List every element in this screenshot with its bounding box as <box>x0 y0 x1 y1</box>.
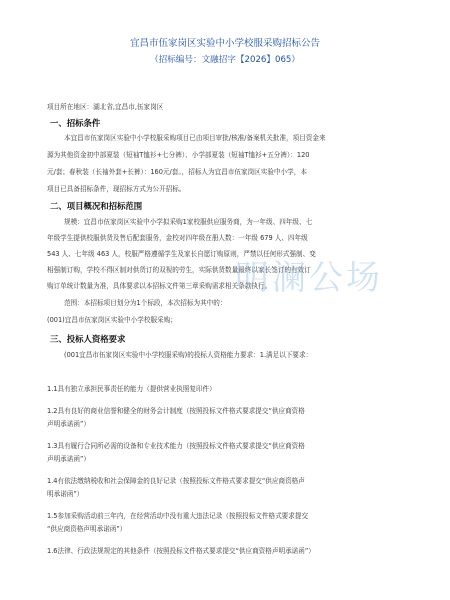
page-title: 宜昌市伍家岗区实验中小学校服采购招标公告 <box>129 38 320 49</box>
section2-line: 规模：宜昌市伍家岗区实验中小学拟采购1家校服供应服务商，为一年级、四年级、七 <box>64 218 313 226</box>
section1-line: 本宜昌市伍家岗区实验中小学校服采购项目已由项目审批/核准/备案机关批准，项目资金来 <box>64 134 326 142</box>
section2-lot: (001)宜昌市伍家岗区实验中小学校服采购； <box>47 316 177 324</box>
section3-heading: 三、投标人资格要求 <box>50 334 126 344</box>
section1-line: 源为其他资金初中部夏装（短袖T恤衫+七分裤）、小学部夏装（短袖T恤衫+五分裤）：120 <box>47 151 310 159</box>
requirement-item: “供应商资格声明承诺函”） <box>47 525 127 533</box>
requirement-item: 1.3具有履行合同所必需的设备和专业技术能力（按照投标文件格式要求提交“供应商资格 <box>47 442 305 450</box>
section1-line: 项目已具备招标条件，现招标方式为公开招标。 <box>47 185 186 193</box>
section1-heading: 一、招标条件 <box>50 118 101 128</box>
section2-line: 购订单统计数量为准，具体要求以本招标文件第三章采购需求相关条款执行。 <box>47 282 272 290</box>
section2-line: 相强制订购，学校不得区制对供货订的双视的劳生，实际供货数量最终以家长签订的有效订 <box>47 266 311 274</box>
requirement-item: 声明承诺函”） <box>47 455 90 463</box>
requirement-item: 声明承诺函”） <box>47 420 90 428</box>
requirement-item: 明承诺函”） <box>47 490 84 498</box>
requirement-item: 1.5参加采购活动前三年内，在经营活动中没有重大违法记录（按照投标文件格式要求提交 <box>47 512 309 520</box>
section2-heading: 二、项目概况和招标范围 <box>50 201 143 211</box>
requirement-item: 1.1具有独立承担民事责任的能力（提供营业执照复印件） <box>47 385 216 393</box>
bid-number: （招标编号：文融招字【2026】065） <box>150 55 300 65</box>
section2-line: 543 人、七年级 463 人，校服严格遵循学生及家长自愿订购原则，严禁以任何形式强制、变 <box>47 250 316 258</box>
requirement-item: 1.6法律、行政法规规定的其他条件（按照投标文件格式要求提交“供应商资格声明承诺函”） <box>47 547 315 555</box>
section2-range: 范围：本招标项目划分为1个标段，本次招标为其中的： <box>64 299 227 307</box>
section1-line: 元/套；春秋装（长袖外套+长裤）：160元/套。，招标人为宜昌市伍家岗区实验中小学，本 <box>47 168 307 176</box>
watermark: 明澜公场 <box>235 258 383 298</box>
project-location: 项目所在地区：湖北省,宜昌市,伍家岗区 <box>47 103 164 111</box>
section3-intro: (001宜昌市伍家岗区实验中小学校服采购)的投标人资格能力要求：1.满足以下要求： <box>64 351 313 359</box>
requirement-item: 1.4有依法缴纳税收和社会保障金的良好记录（按照投标文件格式要求提交“供应商资格声 <box>47 477 305 485</box>
section2-line: 年级学生提供校服供货及售后配套服务，金校对四年级在册人数：一年级 679 人、四年级 <box>47 234 308 242</box>
requirement-item: 1.2具有良好的商业信誉和健全的财务会计制度（按照投标文件格式要求提交“供应商资格 <box>47 407 305 415</box>
